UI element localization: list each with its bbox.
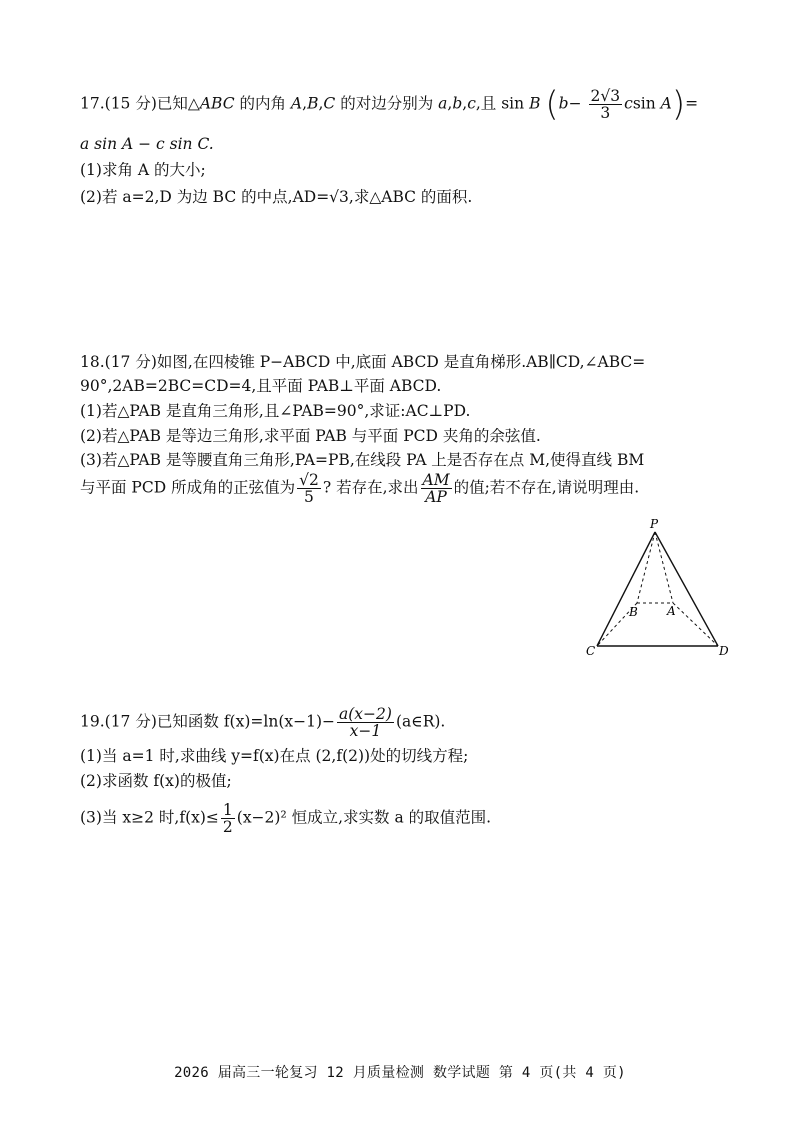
q17-part-1: (1)求角 A 的大小; bbox=[80, 161, 206, 179]
q19-line-1: 19.(17 分)已知函数 f(x)=ln(x−1)− $\frac{a(x-2)}{x-1}$ (a∈R). bbox=[80, 705, 446, 740]
fraction-am-over-ap: $\frac{AM}{AP}$ bbox=[422, 471, 450, 506]
edge-pd bbox=[655, 532, 718, 646]
label-c: C bbox=[586, 644, 596, 658]
q17-part-2: (2)若 a=2,D 为边 BC 的中点,AD=√3,求△ABC 的面积. bbox=[80, 188, 473, 206]
fraction-2sqrt3-over-3: $\frac{2√3}{3}$ bbox=[590, 87, 621, 122]
q18-part-3: (3)若△PAB 是等腰直角三角形,PA=PB,在线段 PA 上是否存在点 M,使得直线 BM bbox=[80, 451, 645, 469]
fraction-a-x2-over-x1: $\frac{a(x-2)}{x-1}$ bbox=[339, 705, 392, 740]
q17-line-2: a sin A − c sin C. bbox=[80, 135, 214, 153]
q18-line-1: 18.(17 分)如图,在四棱锥 P−ABCD 中,底面 ABCD 是直角梯形.AB∥CD,∠ABC= bbox=[80, 353, 646, 371]
q19-part-3: (3)当 x≥2 时,f(x)≤ $\frac{1}{2}$ (x−2)² 恒成立,求实数 a 的取值范围. bbox=[80, 801, 492, 836]
pyramid-figure bbox=[585, 518, 735, 658]
edge-pa bbox=[655, 532, 673, 603]
edge-pb bbox=[637, 532, 655, 603]
q19-part-2: (2)求函数 f(x)的极值; bbox=[80, 772, 232, 790]
q19-part-1: (1)当 a=1 时,求曲线 y=f(x)在点 (2,f(2))处的切线方程; bbox=[80, 747, 469, 765]
edge-ad bbox=[673, 603, 718, 646]
fraction-sqrt2-over-5: $\frac{√2}{5}$ bbox=[299, 471, 319, 506]
q17-line-1: 17.(15 分)已知△ABC 的内角 A,B,C 的对边分别为 a,b,c,且 sin B (b− $\frac{2√3}{3}$ csin A)= bbox=[80, 84, 699, 125]
label-d: D bbox=[719, 644, 729, 658]
left-paren: ( bbox=[545, 84, 559, 125]
q18-part-2: (2)若△PAB 是等边三角形,求平面 PAB 与平面 PCD 夹角的余弦值. bbox=[80, 427, 541, 445]
label-a: A bbox=[667, 604, 676, 618]
label-b: B bbox=[629, 605, 638, 619]
q18-part-1: (1)若△PAB 是直角三角形,且∠PAB=90°,求证:AC⊥PD. bbox=[80, 402, 471, 420]
label-p: P bbox=[650, 518, 659, 531]
q18-line-2: 90°,2AB=2BC=CD=4,且平面 PAB⊥平面 ABCD. bbox=[80, 377, 442, 395]
page-footer: 2026 届高三一轮复习 12 月质量检测 数学试题 第 4 页(共 4 页) bbox=[174, 1065, 626, 1081]
edge-pc bbox=[597, 532, 655, 646]
q18-part-3-cont: 与平面 PCD 所成角的正弦值为 $\frac{√2}{5}$ ? 若存在,求出 $\frac{AM}{AP}$ 的值;若不存在,请说明理由. bbox=[80, 471, 640, 506]
fraction-one-half: $\frac{1}{2}$ bbox=[222, 801, 233, 836]
right-paren: ) bbox=[671, 84, 686, 125]
